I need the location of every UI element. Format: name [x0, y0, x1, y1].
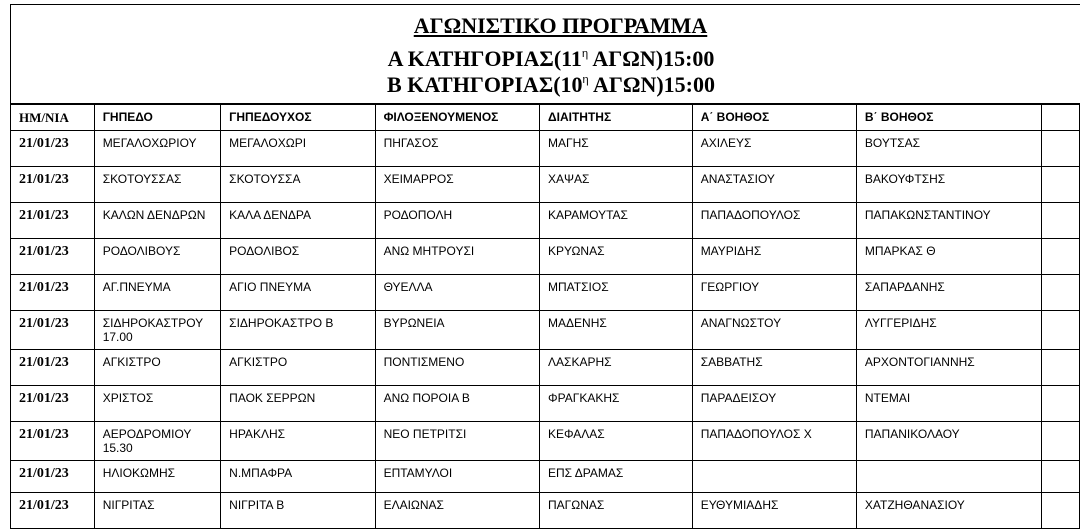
cell-away-team [375, 167, 539, 203]
cell-date [11, 275, 95, 311]
cell-assistant-b [856, 493, 1041, 529]
cell-date [11, 167, 95, 203]
cell-venue-text: ΝΙΓΡΙΤΑΣ [102, 498, 155, 512]
cell-date-text: 21/01/23 [19, 391, 69, 406]
cell-assistant-b [856, 386, 1041, 422]
cell-home-team [221, 461, 375, 493]
cell-referee-text: ΚΕΦΑΛΑΣ [548, 427, 605, 441]
cell-date [11, 203, 95, 239]
cell-extra [1041, 239, 1079, 275]
cell-venue-text: ΑΕΡΟΔΡΟΜΙΟΥ [102, 427, 192, 441]
cell-date [11, 461, 95, 493]
cell-referee [540, 167, 693, 203]
cell-date [11, 493, 95, 529]
cell-assistant-a-text: ΑΧΙΛΕΥΣ [700, 136, 752, 150]
category-b-time: ΑΓΩΝ)15:00 [588, 72, 715, 97]
cell-away-team-text: ΠΟΝΤΙΣΜΕΝΟ [383, 355, 465, 369]
cell-assistant-a [692, 203, 856, 239]
category-b-ordinal: η [582, 74, 589, 86]
cell-venue [94, 203, 220, 239]
cell-date-text: 21/01/23 [19, 355, 69, 370]
cell-assistant-a-text: ΜΑΥΡΙΔΗΣ [700, 244, 762, 258]
cell-venue [94, 131, 220, 167]
cell-away-team [375, 203, 539, 239]
cell-home-team-text: ΡΟΔΟΛΙΒΟΣ [229, 244, 300, 258]
cell-assistant-b-text: ΧΑΤΖΗΘΑΝΑΣΙΟΥ [864, 498, 965, 512]
cell-referee-text: ΜΠΑΤΣΙΟΣ [548, 280, 609, 294]
cell-referee-text: ΜΑΔΕΝΗΣ [548, 316, 607, 330]
cell-date-text: 21/01/23 [19, 136, 69, 151]
cell-date-text: 21/01/23 [19, 244, 69, 259]
cell-assistant-b [856, 131, 1041, 167]
cell-away-team-text: ΕΠΤΑΜΥΛΟΙ [383, 466, 453, 480]
cell-away-team [375, 131, 539, 167]
cell-venue-text: ΡΟΔΟΛΙΒΟΥΣ [102, 244, 181, 258]
cell-referee [540, 311, 693, 350]
cell-away-team [375, 422, 539, 461]
category-a-time: ΑΓΩΝ)15:00 [588, 46, 715, 71]
cell-venue [94, 275, 220, 311]
cell-venue-text: ΑΓΚΙΣΤΡΟ [102, 355, 161, 369]
table-row [11, 203, 1080, 239]
cell-venue-time-note: 15.30 [102, 441, 133, 455]
cell-home-team-text: ΣΙΔΗΡΟΚΑΣΤΡΟ Β [229, 316, 334, 330]
table-row [11, 493, 1080, 529]
cell-venue [94, 493, 220, 529]
cell-date [11, 311, 95, 350]
cell-date [11, 131, 95, 167]
cell-home-team [221, 131, 375, 167]
cell-assistant-b-text: ΑΡΧΟΝΤΟΓΙΑΝΝΗΣ [864, 355, 975, 369]
cell-date-text: 21/01/23 [19, 427, 69, 442]
cell-home-team-text: ΚΑΛΑ ΔΕΝΔΡΑ [229, 208, 312, 222]
cell-home-team-text: ΑΓΙΟ ΠΝΕΥΜΑ [229, 280, 312, 294]
cell-extra [1041, 131, 1079, 167]
match-schedule-table [10, 104, 1080, 529]
cell-assistant-a [692, 493, 856, 529]
cell-home-team-text: ΑΓΚΙΣΤΡΟ [229, 355, 288, 369]
cell-assistant-b-text: ΠΑΠΑΚΩΝΣΤΑΝΤΙΝΟΥ [864, 208, 991, 222]
cell-assistant-a-text: ΑΝΑΣΤΑΣΙΟΥ [700, 172, 775, 186]
cell-away-team [375, 239, 539, 275]
cell-home-team [221, 275, 375, 311]
cell-venue [94, 167, 220, 203]
table-row [11, 131, 1080, 167]
cell-home-team-text: ΣΚΟΤΟΥΣΣΑ [229, 172, 301, 186]
cell-venue-text: ΚΑΛΩΝ ΔΕΝΔΡΩΝ [102, 208, 206, 222]
cell-assistant-a-text: ΑΝΑΓΝΩΣΤΟΥ [700, 316, 782, 330]
cell-date-text: 21/01/23 [19, 498, 69, 513]
cell-away-team [375, 386, 539, 422]
column-header-assistant-b: Β΄ ΒΟΗΘΟΣ [856, 105, 1041, 131]
cell-date [11, 422, 95, 461]
cell-assistant-a [692, 311, 856, 350]
cell-assistant-b-text: ΠΑΠΑΝΙΚΟΛΑΟΥ [864, 427, 960, 441]
category-a-text: Α ΚΑΤΗΓΟΡΙΑΣ(11 [387, 46, 582, 71]
table-body [11, 131, 1080, 529]
cell-date-text: 21/01/23 [19, 316, 69, 331]
cell-referee [540, 275, 693, 311]
cell-away-team-text: ΘΥΕΛΛΑ [383, 280, 433, 294]
cell-date-text: 21/01/23 [19, 466, 69, 481]
cell-home-team-text: Ν.ΜΠΑΦΡΑ [229, 466, 293, 480]
cell-away-team [375, 275, 539, 311]
cell-venue [94, 386, 220, 422]
cell-assistant-a-text: ΠΑΠΑΔΟΠΟΥΛΟΣ Χ [700, 427, 812, 441]
cell-venue [94, 422, 220, 461]
cell-venue-text: ΣΚΟΤΟΥΣΣΑΣ [102, 172, 182, 186]
column-header-away: ΦΙΛΟΞΕΝΟΥΜΕΝΟΣ [375, 105, 539, 131]
cell-date [11, 350, 95, 386]
cell-assistant-b-text: ΒΑΚΟΥΦΤΣΗΣ [864, 172, 946, 186]
table-row [11, 350, 1080, 386]
cell-away-team-text: ΠΗΓΑΣΟΣ [383, 136, 439, 150]
cell-referee [540, 493, 693, 529]
cell-extra [1041, 203, 1079, 239]
schedule-title: ΑΓΩΝΙΣΤΙΚΟ ΠΡΟΓΡΑΜΜΑ [413, 13, 708, 38]
cell-extra [1041, 493, 1079, 529]
cell-referee [540, 461, 693, 493]
category-b-line [11, 67, 1080, 98]
cell-assistant-a [692, 422, 856, 461]
cell-venue [94, 461, 220, 493]
cell-referee-text: ΕΠΣ ΔΡΑΜΑΣ [548, 466, 624, 480]
column-header-date: ΗΜ/ΝΙΑ [11, 105, 95, 131]
cell-away-team-text: ΧΕΙΜΑΡΡΟΣ [383, 172, 454, 186]
cell-extra [1041, 386, 1079, 422]
cell-assistant-a-text: ΣΑΒΒΑΤΗΣ [700, 355, 763, 369]
cell-assistant-b [856, 350, 1041, 386]
cell-away-team-text: ΑΝΩ ΜΗΤΡΟΥΣΙ [383, 244, 475, 258]
cell-assistant-b-text: ΛΥΓΓΕΡΙΔΗΣ [864, 316, 937, 330]
cell-assistant-a [692, 386, 856, 422]
cell-assistant-b-text: ΣΑΠΑΡΔΑΝΗΣ [864, 280, 945, 294]
table-row [11, 386, 1080, 422]
cell-home-team [221, 386, 375, 422]
cell-away-team [375, 493, 539, 529]
cell-extra [1041, 461, 1079, 493]
table-row [11, 461, 1080, 493]
cell-assistant-b [856, 167, 1041, 203]
cell-home-team-text: ΜΕΓΑΛΟΧΩΡΙ [229, 136, 307, 150]
cell-referee [540, 131, 693, 167]
cell-assistant-b [856, 203, 1041, 239]
table-row [11, 167, 1080, 203]
cell-assistant-a-text: ΕΥΘΥΜΙΑΔΗΣ [700, 498, 779, 512]
cell-assistant-b [856, 239, 1041, 275]
table-row [11, 311, 1080, 350]
cell-venue-text: ΜΕΓΑΛΟΧΩΡΙΟΥ [102, 136, 197, 150]
cell-referee-text: ΠΑΓΩΝΑΣ [548, 498, 605, 512]
cell-extra [1041, 311, 1079, 350]
cell-assistant-b [856, 275, 1041, 311]
cell-assistant-a-text: ΓΕΩΡΓΙΟΥ [700, 280, 760, 294]
cell-home-team [221, 167, 375, 203]
cell-referee-text: ΦΡΑΓΚΑΚΗΣ [548, 391, 620, 405]
cell-away-team [375, 461, 539, 493]
cell-home-team [221, 350, 375, 386]
cell-home-team [221, 422, 375, 461]
cell-home-team-text: ΗΡΑΚΛΗΣ [229, 427, 286, 441]
cell-home-team-text: ΝΙΓΡΙΤΑ Β [229, 498, 285, 512]
table-row [11, 239, 1080, 275]
cell-assistant-a-text: ΠΑΠΑΔΟΠΟΥΛΟΣ [700, 208, 801, 222]
column-header-assistant-a: Α΄ ΒΟΗΘΟΣ [692, 105, 856, 131]
cell-referee-text: ΚΡΥΩΝΑΣ [548, 244, 605, 258]
cell-venue-time-note: 17.00 [102, 330, 133, 344]
cell-referee-text: ΜΑΓΗΣ [548, 136, 589, 150]
cell-venue [94, 350, 220, 386]
cell-referee-text: ΧΑΨΑΣ [548, 172, 590, 186]
cell-date [11, 386, 95, 422]
category-b-text: Β ΚΑΤΗΓΟΡΙΑΣ(10 [387, 72, 583, 97]
cell-referee [540, 203, 693, 239]
cell-away-team-text: ΑΝΩ ΠΟΡΟΙΑ Β [383, 391, 470, 405]
cell-assistant-a [692, 350, 856, 386]
cell-venue [94, 311, 220, 350]
cell-date [11, 239, 95, 275]
cell-referee [540, 386, 693, 422]
cell-extra [1041, 350, 1079, 386]
schedule-header [10, 4, 1080, 104]
column-header-extra [1041, 105, 1079, 131]
column-header-referee: ΔΙΑΙΤΗΤΗΣ [540, 105, 693, 131]
table-row [11, 275, 1080, 311]
column-header-venue: ΓΗΠΕΔΟ [94, 105, 220, 131]
cell-home-team-text: ΠΑΟΚ ΣΕΡΡΩΝ [229, 391, 316, 405]
cell-date-text: 21/01/23 [19, 208, 69, 223]
cell-away-team-text: ΕΛΑΙΩΝΑΣ [383, 498, 444, 512]
cell-assistant-b-text: ΝΤΕΜΑΙ [864, 391, 911, 405]
cell-home-team [221, 493, 375, 529]
cell-assistant-a [692, 275, 856, 311]
cell-assistant-a-text: ΠΑΡΑΔΕΙΣΟΥ [700, 391, 777, 405]
cell-home-team [221, 311, 375, 350]
cell-venue-text: ΧΡΙΣΤΟΣ [102, 391, 154, 405]
cell-referee [540, 422, 693, 461]
cell-extra [1041, 422, 1079, 461]
cell-referee [540, 239, 693, 275]
cell-home-team [221, 239, 375, 275]
cell-venue-text: ΗΛΙΟΚΩΜΗΣ [102, 466, 176, 480]
cell-assistant-a [692, 239, 856, 275]
cell-assistant-a [692, 131, 856, 167]
cell-assistant-a [692, 461, 856, 493]
cell-date-text: 21/01/23 [19, 172, 69, 187]
cell-referee-text: ΚΑΡΑΜΟΥΤΑΣ [548, 208, 628, 222]
cell-away-team-text: ΡΟΔΟΠΟΛΗ [383, 208, 453, 222]
table-row [11, 422, 1080, 461]
cell-referee-text: ΛΑΣΚΑΡΗΣ [548, 355, 612, 369]
cell-extra [1041, 275, 1079, 311]
category-a-ordinal: η [581, 48, 589, 60]
cell-venue-text: ΣΙΔΗΡΟΚΑΣΤΡΟΥ [102, 316, 204, 330]
cell-home-team [221, 203, 375, 239]
table-header-row [11, 105, 1080, 131]
cell-assistant-b-text: ΒΟΥΤΣΑΣ [864, 136, 920, 150]
column-header-home: ΓΗΠΕΔΟΥΧΟΣ [221, 105, 375, 131]
cell-away-team-text: ΝΕΟ ΠΕΤΡΙΤΣΙ [383, 427, 467, 441]
cell-away-team [375, 311, 539, 350]
cell-assistant-b-text: ΜΠΑΡΚΑΣ Θ [864, 244, 936, 258]
cell-assistant-b [856, 311, 1041, 350]
cell-extra [1041, 167, 1079, 203]
cell-venue [94, 239, 220, 275]
cell-referee [540, 350, 693, 386]
cell-away-team-text: ΒΥΡΩΝΕΙΑ [383, 316, 445, 330]
cell-venue-text: ΑΓ.ΠΝΕΥΜΑ [102, 280, 171, 294]
cell-assistant-b [856, 422, 1041, 461]
cell-date-text: 21/01/23 [19, 280, 69, 295]
cell-assistant-a [692, 167, 856, 203]
cell-assistant-b [856, 461, 1041, 493]
cell-away-team [375, 350, 539, 386]
